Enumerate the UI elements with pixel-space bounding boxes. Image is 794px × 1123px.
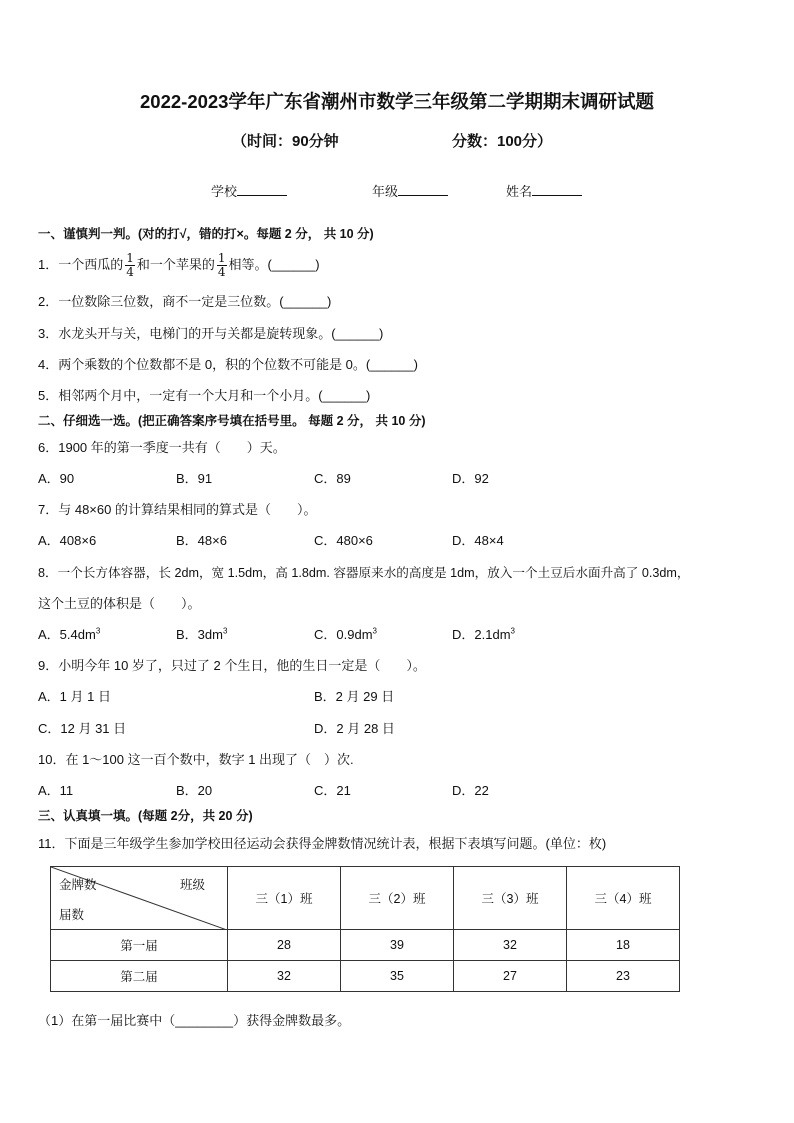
fraction-numerator: 1 (126, 251, 134, 265)
cubic-superscript: 3 (510, 626, 515, 636)
name-field (506, 181, 582, 200)
corner-label-class: 班级 (179, 878, 205, 892)
table-corner-cell (51, 867, 228, 930)
section2-heading: 二、仔细选一选。(把正确答案序号填在括号里。 每题 2 分， 共 10 分) (38, 414, 426, 428)
grade-field (372, 181, 448, 200)
question-8-line2: 这个土豆的体积是（ ）。 (38, 596, 201, 611)
q7-option-d[interactable]: D．48×4 (452, 533, 504, 548)
fraction-denominator: 4 (126, 265, 134, 279)
q7-option-a[interactable]: A．408×6 (38, 533, 97, 548)
corner-label-medals: 金牌数 (59, 878, 97, 892)
q10-option-b[interactable]: B．20 (176, 783, 213, 798)
table-cell: 32 (228, 961, 341, 992)
question-7: 7．与 48×60 的计算结果相同的算式是（ ）。 (38, 502, 317, 517)
question-2: 2．一位数除三位数，商不一定是三位数。(______) (38, 294, 332, 309)
fraction-one-quarter (125, 252, 135, 279)
school-field (211, 181, 287, 200)
name-label: 姓名 (506, 184, 533, 199)
q10-option-c[interactable]: C．21 (314, 783, 351, 798)
school-blank[interactable] (237, 182, 287, 196)
question-8-line1: 8．一个长方体容器，长 2dm，宽 1.5dm，高 1.8dm. 容器原来水的高度是 1dm，放入一个土豆后水面升高了 0.3dm， (38, 566, 690, 580)
table-column-header: 三（1）班 (228, 867, 341, 930)
table-header-row (51, 867, 680, 930)
q6-option-c[interactable]: C．89 (314, 471, 351, 486)
table-column-header: 三（3）班 (454, 867, 567, 930)
q7-option-b[interactable]: B．48×6 (176, 533, 227, 548)
table-column-header: 三（2）班 (341, 867, 454, 930)
q8-option-a[interactable] (38, 624, 100, 643)
q8-option-c-text: C．0.9dm (314, 627, 373, 642)
q6-option-d[interactable]: D．92 (452, 471, 489, 486)
q8-option-b-text: B．3dm (176, 627, 223, 642)
q10-option-d[interactable]: D．22 (452, 783, 489, 798)
school-label: 学校 (211, 184, 238, 199)
page-title: 2022-2023学年广东省潮州市数学三年级第二学期期末调研试题 (140, 91, 654, 112)
grade-label: 年级 (372, 184, 399, 199)
section3-heading: 三、认真填一填。(每题 2分，共 20 分) (38, 809, 253, 823)
fraction-denominator: 4 (217, 265, 226, 279)
gold-medal-table (50, 866, 680, 992)
cubic-superscript: 3 (372, 626, 377, 636)
fraction-one-quarter (217, 252, 227, 279)
question-9: 9．小明今年 10 岁了，只过了 2 个生日，他的生日一定是（ ）。 (38, 658, 426, 673)
q9-option-d[interactable]: D．2 月 28 日 (314, 721, 395, 736)
q10-option-a[interactable]: A．11 (38, 783, 74, 798)
q8-option-a-text: A．5.4dm (38, 627, 96, 642)
q9-option-a[interactable]: A．1 月 1 日 (38, 689, 111, 704)
question-5: 5．相邻两个月中，一定有一个大月和一个小月。(______) (38, 388, 371, 403)
table-cell: 23 (567, 961, 680, 992)
question-1 (38, 252, 320, 279)
table-row (51, 930, 680, 961)
q8-option-c[interactable] (314, 624, 377, 643)
score-label: 分数：100分） (452, 133, 553, 150)
q1-text-mid: 和一个苹果的 (136, 256, 215, 272)
q8-option-d-text: D．2.1dm (452, 627, 511, 642)
table-cell: 32 (454, 930, 567, 961)
cubic-superscript: 3 (95, 626, 101, 636)
grade-blank[interactable] (398, 182, 448, 196)
time-label: （时间：90分钟 (232, 133, 339, 150)
corner-label-session: 届数 (59, 908, 85, 922)
table-column-header: 三（4）班 (567, 867, 680, 930)
table-row-label: 第一届 (51, 930, 228, 961)
section1-heading: 一、谨慎判一判。(对的打√，错的打×。每题 2 分， 共 10 分) (38, 227, 374, 241)
q8-option-b[interactable] (176, 624, 227, 643)
q8-option-d[interactable] (452, 624, 515, 643)
table-cell: 39 (341, 930, 454, 961)
table-row-label: 第二届 (51, 961, 228, 992)
table-cell: 28 (228, 930, 341, 961)
q1-text-post: 相等。(______) (228, 256, 320, 272)
question-4: 4．两个乘数的个位数都不是 0，积的个位数不可能是 0。(______) (38, 357, 418, 372)
q9-option-b[interactable]: B．2 月 29 日 (314, 689, 395, 704)
table-cell: 18 (567, 930, 680, 961)
q7-option-c[interactable]: C．480×6 (314, 533, 373, 548)
name-blank[interactable] (532, 182, 582, 196)
question-10: 10．在 1～100 这一百个数中，数字 1 出现了（ ）次. (38, 752, 354, 767)
table-row (51, 961, 680, 992)
q9-option-c[interactable]: C．12 月 31 日 (38, 721, 127, 736)
question-11: 11．下面是三年级学生参加学校田径运动会获得金牌数情况统计表，根据下表填写问题。(单位：枚) (38, 836, 607, 851)
table-cell: 27 (454, 961, 567, 992)
q6-option-b[interactable]: B．91 (176, 471, 213, 486)
question-11-sub1: （1）在第一届比赛中（________）获得金牌数最多。 (38, 1013, 351, 1028)
cubic-superscript: 3 (222, 626, 228, 636)
question-6: 6．1900 年的第一季度一共有（ ）天。 (38, 440, 286, 455)
question-3: 3．水龙头开与关，电梯门的开与关都是旋转现象。(______) (38, 326, 384, 341)
fraction-numerator: 1 (217, 251, 226, 265)
q6-option-a[interactable]: A．90 (38, 471, 75, 486)
table-cell: 35 (341, 961, 454, 992)
q1-text-pre: 1．一个西瓜的 (38, 256, 124, 272)
